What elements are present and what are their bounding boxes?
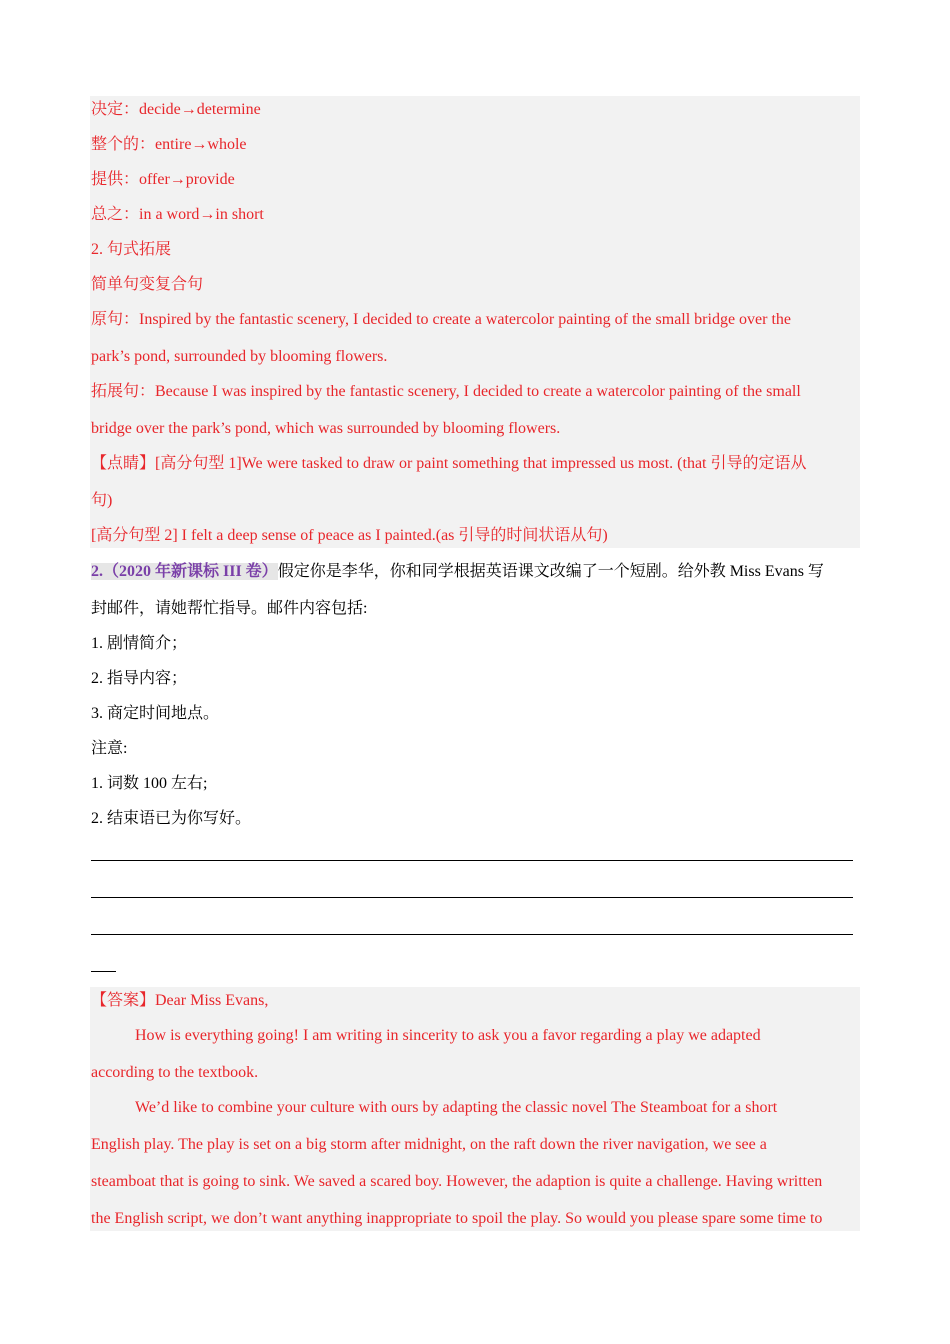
answer-line: steamboat that is going to sink. We saved a scared boy. However, the adaption is quite a challenge. Having written [91, 1173, 823, 1190]
highlight-line: [高分句型 2] I felt a deep sense of peace as I painted.(as 引导的时间状语从句) [91, 527, 608, 544]
question-prompt [91, 562, 824, 582]
original-sentence-line: park’s pond, surrounded by blooming flowers. [91, 348, 388, 365]
answer-line: 【答案】Dear Miss Evans, [91, 992, 269, 1009]
vocab-item: 整个的：entire→whole [91, 136, 247, 153]
answer-line: How is everything going! I am writing in sincerity to ask you a favor regarding a play we adapted [135, 1027, 761, 1044]
question-tag: 2.（2020 年新课标 III 卷） [91, 563, 278, 580]
highlight-line: 【点睛】[高分句型 1]We were tasked to draw or paint something that impressed us most. (that 引导的定语从 [91, 455, 807, 472]
answer-blank-line [91, 971, 116, 972]
vocab-item: 决定：decide→determine [91, 101, 261, 118]
note-label: 注意: [91, 740, 128, 757]
section-heading: 2. 句式拓展 [91, 241, 172, 258]
answer-line: We’d like to combine your culture with ours by adapting the classic novel The Steamboat for a short [135, 1099, 778, 1116]
question-prompt-line: 封邮件，请她帮忙指导。邮件内容包括: [91, 600, 368, 617]
note-item: 2. 结束语已为你写好。 [91, 810, 252, 827]
question-item: 1. 剧情简介； [91, 635, 188, 652]
question-item: 2. 指导内容； [91, 670, 188, 687]
vocab-item: 提供：offer→provide [91, 171, 235, 188]
note-item: 1. 词数 100 左右; [91, 775, 208, 792]
answer-line: the English script, we don’t want anything inappropriate to spoil the play. So would you please spare some time to [91, 1210, 823, 1227]
highlight-line: 句) [91, 492, 113, 509]
answer-line: according to the textbook. [91, 1064, 259, 1081]
expanded-sentence-line: bridge over the park’s pond, which was surrounded by blooming flowers. [91, 420, 561, 437]
original-sentence-line: 原句：Inspired by the fantastic scenery, I decided to create a watercolor painting of the small bridge over the [91, 311, 792, 328]
answer-blank-line [91, 934, 853, 935]
vocab-item: 总之：in a word→in short [91, 206, 264, 223]
expanded-sentence-line: 拓展句：Because I was inspired by the fantastic scenery, I decided to create a watercolor painting of the small [91, 383, 801, 400]
question-prompt-text: 假定你是李华，你和同学根据英语课文改编了一个短剧。给外教 Miss Evans 写 [277, 563, 824, 580]
answer-blank-line [91, 860, 853, 861]
section-subheading: 简单句变复合句 [91, 276, 204, 293]
answer-blank-line [91, 897, 853, 898]
answer-line: English play. The play is set on a big storm after midnight, on the raft down the river navigation, we see a [91, 1136, 767, 1153]
question-item: 3. 商定时间地点。 [91, 705, 220, 722]
